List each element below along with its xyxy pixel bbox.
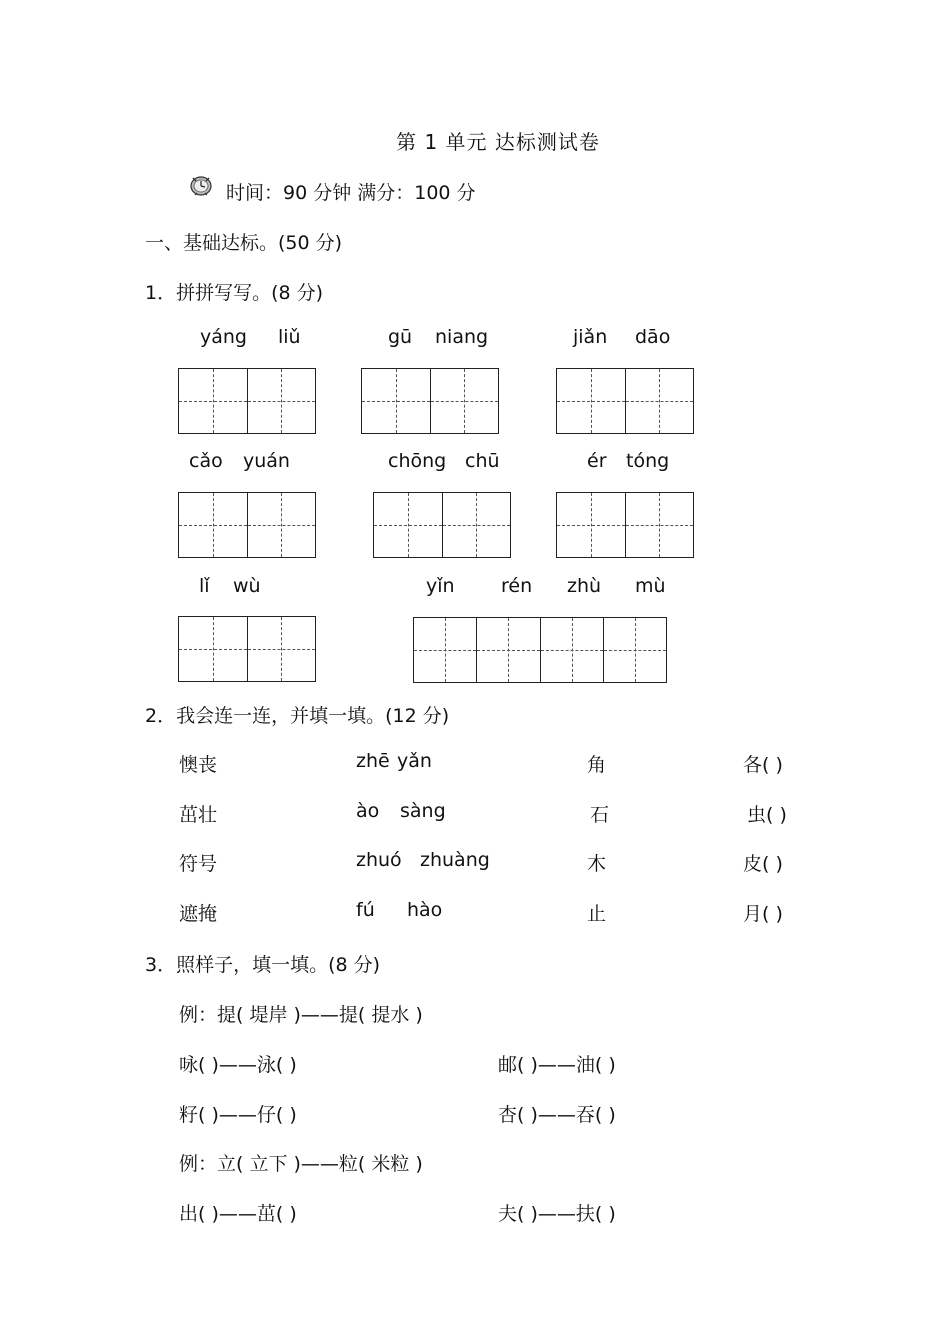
question-2-label: 2．我会连一连，并填一填。(12 分) bbox=[145, 705, 450, 727]
radical[interactable]: 木 bbox=[587, 853, 607, 875]
page-title: 第 1 单元 达标测试卷 bbox=[396, 130, 600, 154]
fill-blank[interactable]: 籽( )——仔( ) bbox=[179, 1104, 297, 1126]
word[interactable]: 符号 bbox=[179, 853, 218, 875]
radical[interactable]: 角 bbox=[587, 754, 607, 776]
pinyin: niang bbox=[435, 326, 489, 348]
pinyin: tóng bbox=[626, 450, 670, 472]
pinyin: chōng bbox=[388, 450, 447, 472]
pinyin[interactable]: zhuàng bbox=[420, 849, 490, 871]
pinyin: yǐn bbox=[426, 575, 455, 597]
writing-grid[interactable] bbox=[373, 492, 511, 558]
pinyin: wù bbox=[233, 575, 261, 597]
pinyin[interactable]: yǎn bbox=[397, 750, 432, 772]
pinyin[interactable]: ào bbox=[356, 800, 380, 822]
pinyin: gū bbox=[388, 326, 413, 348]
writing-grid[interactable] bbox=[556, 368, 694, 434]
writing-grid[interactable] bbox=[556, 492, 694, 558]
writing-grid[interactable] bbox=[178, 492, 316, 558]
pinyin: chū bbox=[465, 450, 500, 472]
example: 例：立( 立下 )——粒( 米粒 ) bbox=[179, 1153, 423, 1175]
fill-blank[interactable]: 皮( ) bbox=[743, 853, 783, 875]
pinyin[interactable]: zhuó bbox=[356, 849, 402, 871]
pinyin: lǐ bbox=[199, 575, 210, 597]
pinyin: mù bbox=[635, 575, 666, 597]
writing-grid[interactable] bbox=[413, 617, 667, 683]
pinyin: dāo bbox=[635, 326, 671, 348]
question-1-label: 1．拼拼写写。(8 分) bbox=[145, 282, 324, 304]
pinyin[interactable]: sàng bbox=[400, 800, 446, 822]
pinyin: rén bbox=[501, 575, 533, 597]
radical[interactable]: 止 bbox=[587, 903, 607, 925]
fill-blank[interactable]: 咏( )——泳( ) bbox=[179, 1054, 297, 1076]
example: 例：提( 堤岸 )——提( 提水 ) bbox=[179, 1004, 423, 1026]
writing-grid[interactable] bbox=[178, 616, 316, 682]
word[interactable]: 茁壮 bbox=[179, 804, 218, 826]
radical[interactable]: 石 bbox=[590, 804, 610, 826]
exam-meta: 时间：90 分钟 满分：100 分 bbox=[226, 182, 476, 204]
question-3-label: 3．照样子，填一填。(8 分) bbox=[145, 954, 381, 976]
writing-grid[interactable] bbox=[361, 368, 499, 434]
pinyin: jiǎn bbox=[573, 326, 608, 348]
word[interactable]: 懊丧 bbox=[179, 754, 218, 776]
pinyin: yáng bbox=[200, 326, 247, 348]
writing-grid[interactable] bbox=[178, 368, 316, 434]
fill-blank[interactable]: 杏( )——吞( ) bbox=[498, 1104, 616, 1126]
fill-blank[interactable]: 邮( )——油( ) bbox=[498, 1054, 616, 1076]
clock-icon bbox=[188, 172, 214, 198]
pinyin[interactable]: zhē bbox=[356, 750, 390, 772]
pinyin[interactable]: hào bbox=[407, 899, 443, 921]
fill-blank[interactable]: 各( ) bbox=[743, 754, 783, 776]
word[interactable]: 遮掩 bbox=[179, 903, 218, 925]
section-heading: 一、基础达标。(50 分) bbox=[145, 232, 343, 254]
fill-blank[interactable]: 月( ) bbox=[743, 903, 783, 925]
pinyin: ér bbox=[587, 450, 607, 472]
pinyin: liǔ bbox=[278, 326, 301, 348]
fill-blank[interactable]: 虫( ) bbox=[747, 804, 787, 826]
fill-blank[interactable]: 出( )——茁( ) bbox=[179, 1203, 297, 1225]
pinyin: zhù bbox=[567, 575, 602, 597]
pinyin[interactable]: fú bbox=[356, 899, 375, 921]
pinyin: yuán bbox=[243, 450, 290, 472]
fill-blank[interactable]: 夫( )——扶( ) bbox=[498, 1203, 616, 1225]
pinyin: cǎo bbox=[189, 450, 223, 472]
